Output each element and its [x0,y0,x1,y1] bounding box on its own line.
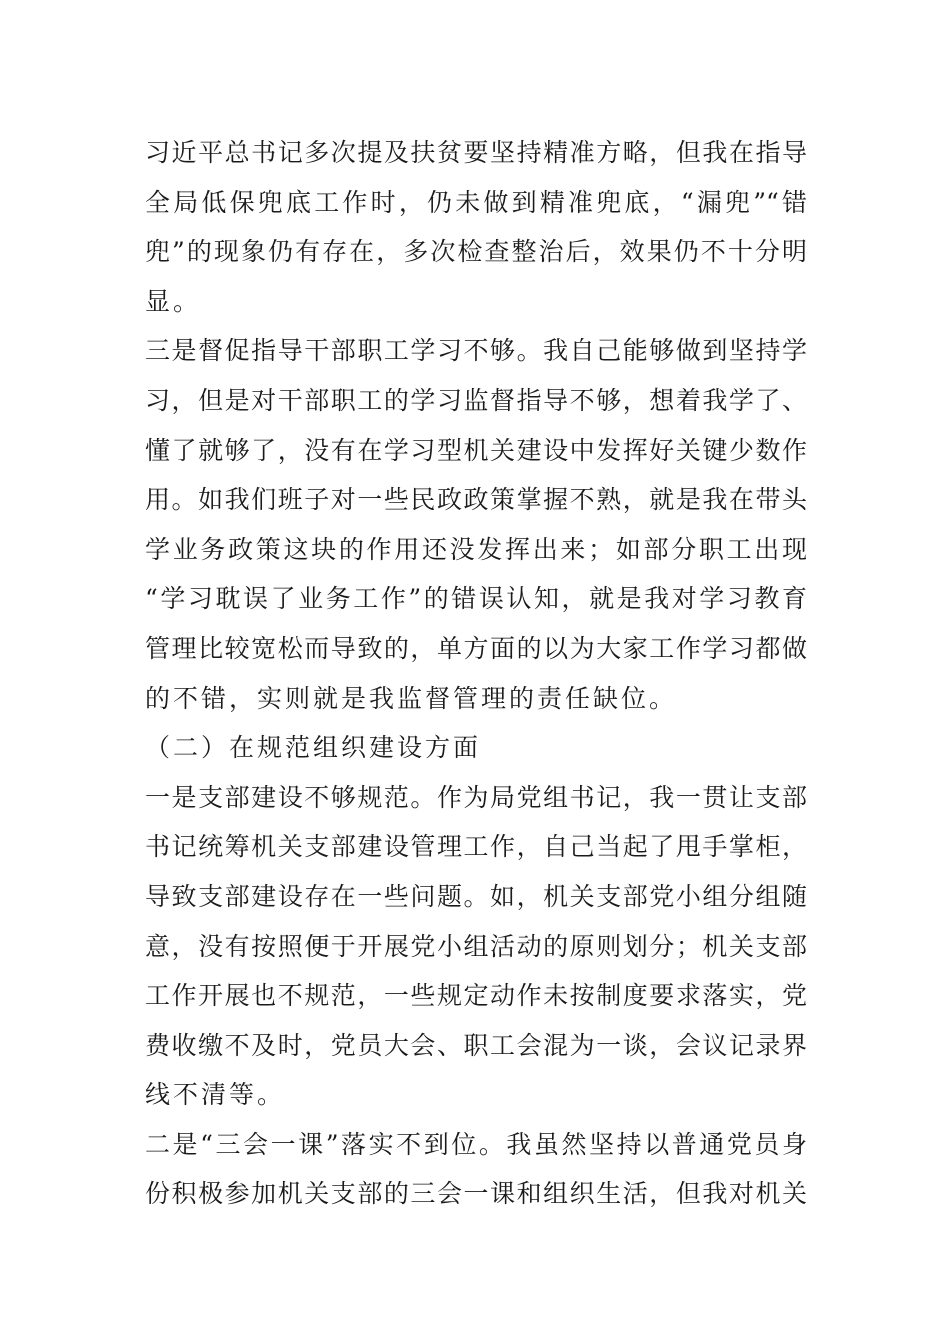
text-line: 书记统筹机关支部建设管理工作，自己当起了甩手掌柜， [145,832,807,862]
text-line: 全局低保兜底工作时，仍未做到精准兜底，“漏兜”“错 [145,187,807,217]
text-line: 学业务政策这块的作用还没发挥出来；如部分职工出现 [145,534,807,564]
document-body [145,128,807,1219]
text-line: 三是督促指导干部职工学习不够。我自己能够做到坚持学 [145,336,807,366]
text-line: 显。 [145,286,202,316]
text-line: 管理比较宽松而导致的，单方面的以为大家工作学习都做 [145,633,807,663]
section-heading: （二）在规范组织建设方面 [145,733,482,763]
text-line: 导致支部建设存在一些问题。如，机关支部党小组分组随 [145,881,807,911]
text-line: 线不清等。 [145,1080,286,1110]
text-line: 的不错，实则就是我监督管理的责任缺位。 [145,683,678,713]
text-line: 习近平总书记多次提及扶贫要坚持精准方略，但我在指导 [145,138,807,167]
text-line: 工作开展也不规范，一些规定动作未按制度要求落实，党 [145,981,807,1011]
text-line: 兜”的现象仍有存在，多次检查整治后，效果仍不十分明 [145,237,807,267]
text-line: 用。如我们班子对一些民政政策掌握不熟，就是我在带头 [145,485,807,515]
text-line: 意，没有按照便于开展党小组活动的原则划分；机关支部 [145,931,807,961]
text-line: 二是“三会一课”落实不到位。我虽然坚持以普通党员身 [145,1129,807,1159]
text-line: 费收缴不及时，党员大会、职工会混为一谈，会议记录界 [145,1030,807,1060]
text-line: 一是支部建设不够规范。作为局党组书记，我一贯让支部 [145,782,807,812]
text-line: 份积极参加机关支部的三会一课和组织生活，但我对机关 [145,1179,807,1209]
text-line: “学习耽误了业务工作”的错误认知，就是我对学习教育 [145,584,807,614]
text-line: 习，但是对干部职工的学习监督指导不够，想着我学了、 [145,385,807,415]
text-line: 懂了就够了，没有在学习型机关建设中发挥好关键少数作 [145,435,807,465]
